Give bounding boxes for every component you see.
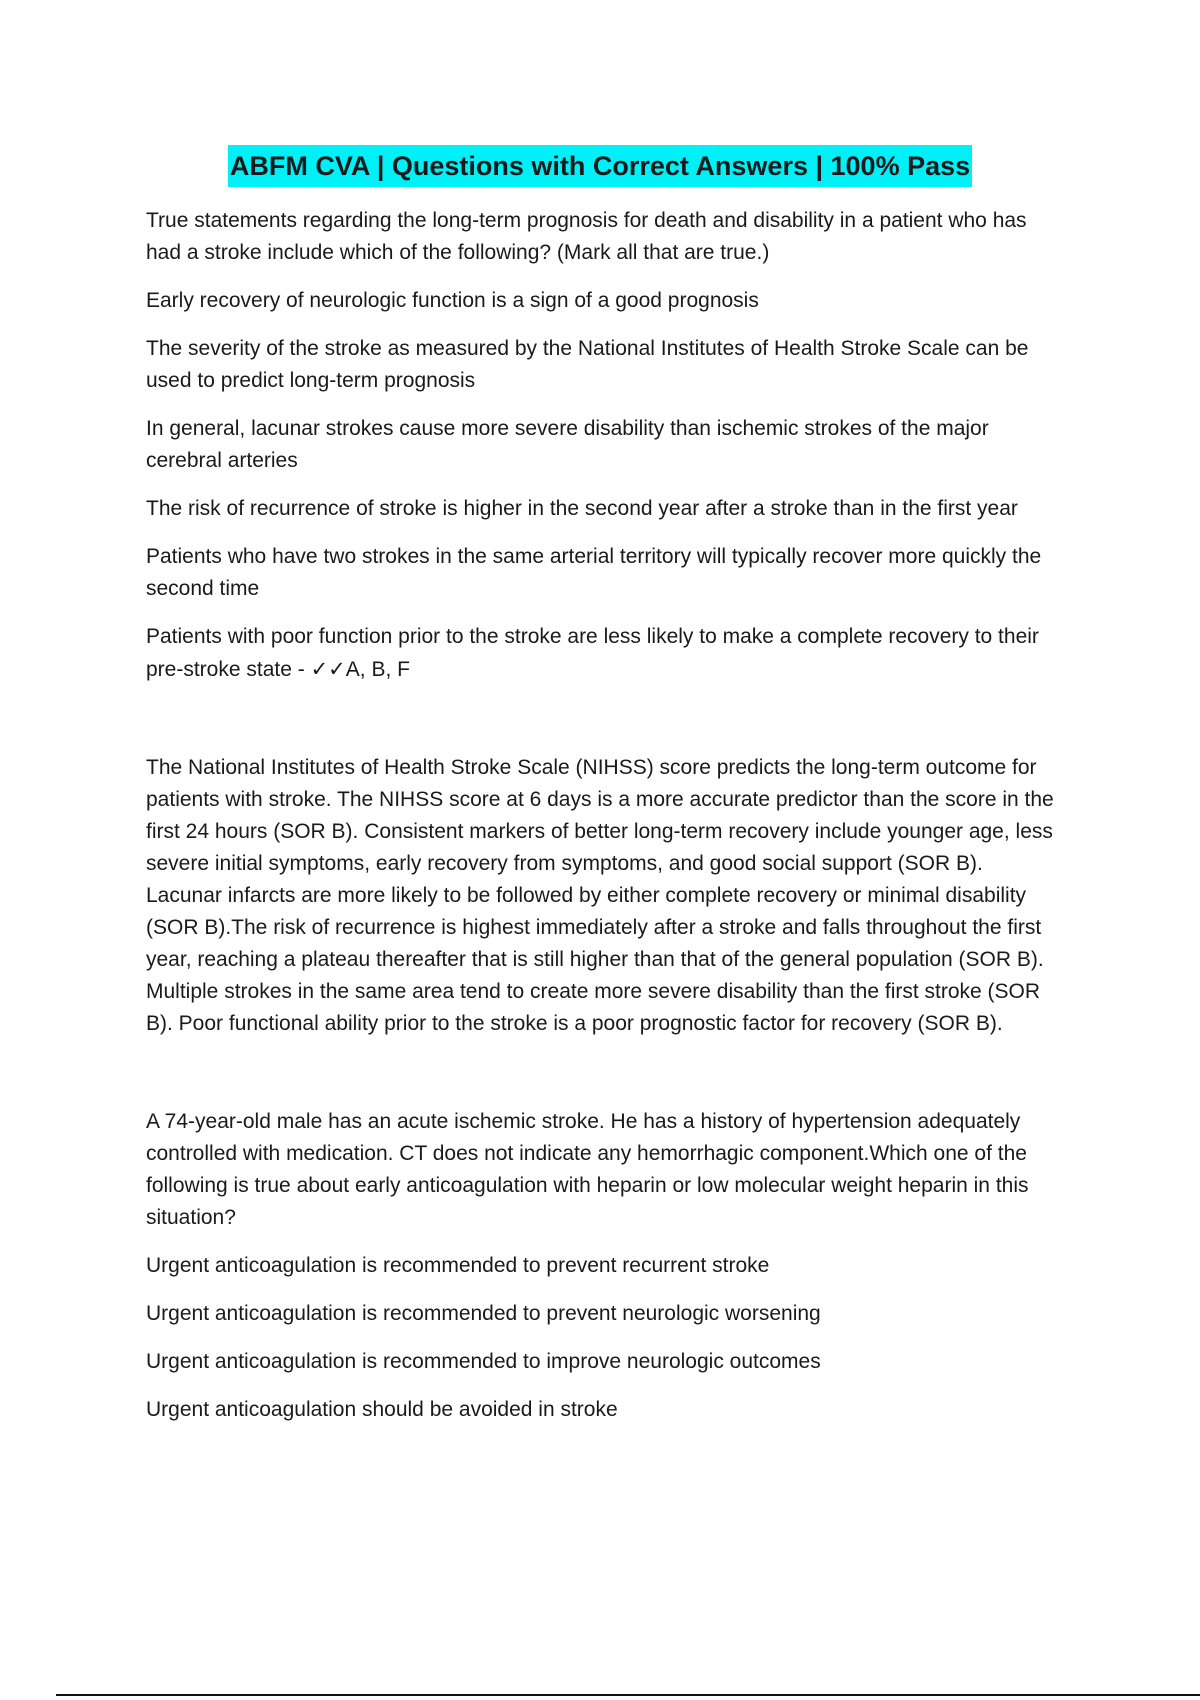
question-1-option-d: The risk of recurrence of stroke is higher in the second year after a stroke than in the first year xyxy=(146,497,1018,520)
spacer xyxy=(146,702,1061,752)
document-body xyxy=(146,205,1061,1442)
question-1-option-f: Patients with poor function prior to the stroke are less likely to make a complete recovery to their pre-stroke state - xyxy=(146,625,1039,681)
checkmark-icon: ✓✓ xyxy=(310,657,346,681)
spacer xyxy=(146,1056,1061,1106)
question-2-option-a: Urgent anticoagulation is recommended to prevent recurrent stroke xyxy=(146,1254,770,1277)
footer-divider xyxy=(56,1694,1200,1696)
question-1-answer: A, B, F xyxy=(345,658,410,681)
question-1-option-c: In general, lacunar strokes cause more severe disability than ischemic strokes of the major cerebral arteries xyxy=(146,417,989,472)
question-1-explanation: The National Institutes of Health Stroke Scale (NIHSS) score predicts the long-term outcome for patients with stroke. The NIHSS score at 6 days is a more accurate predictor than the score in the first 24 hours (SOR B). Consistent markers of better long-term recovery include younger age, less severe initial symptoms, early recovery from symptoms, and good social support (SOR B). Lacunar infarcts are more likely to be followed by either complete recovery or minimal disability (SOR B).The risk of recurrence is highest immediately after a stroke and falls throughout the first year, reaching a plateau thereafter that is still higher than that of the general population (SOR B). Multiple strokes in the same area tend to create more severe disability than the first stroke (SOR B). Poor functional ability prior to the stroke is a poor prognostic factor for recovery (SOR B). xyxy=(146,756,1054,1035)
question-2-text: A 74-year-old male has an acute ischemic stroke. He has a history of hypertension adequately controlled with medication. CT does not indicate any hemorrhagic component.Which one of the following is true about early anticoagulation with heparin or low molecular weight heparin in this situation? xyxy=(146,1110,1029,1229)
question-1-option-a: Early recovery of neurologic function is a sign of a good prognosis xyxy=(146,289,759,312)
question-1-text: True statements regarding the long-term prognosis for death and disability in a patient who has had a stroke include which of the following? (Mark all that are true.) xyxy=(146,209,1027,264)
question-1-option-f-with-answer xyxy=(146,621,1061,686)
question-1-option-b: The severity of the stroke as measured by the National Institutes of Health Stroke Scale can be used to predict long-term prognosis xyxy=(146,337,1029,392)
question-2-option-d: Urgent anticoagulation should be avoided in stroke xyxy=(146,1398,618,1421)
question-2-option-b: Urgent anticoagulation is recommended to prevent neurologic worsening xyxy=(146,1302,821,1325)
question-1-option-e: Patients who have two strokes in the same arterial territory will typically recover more quickly the second time xyxy=(146,545,1042,600)
title-wrap xyxy=(0,145,1200,187)
page-title: ABFM CVA | Questions with Correct Answers | 100% Pass xyxy=(228,145,972,187)
question-2-option-c: Urgent anticoagulation is recommended to improve neurologic outcomes xyxy=(146,1350,821,1373)
